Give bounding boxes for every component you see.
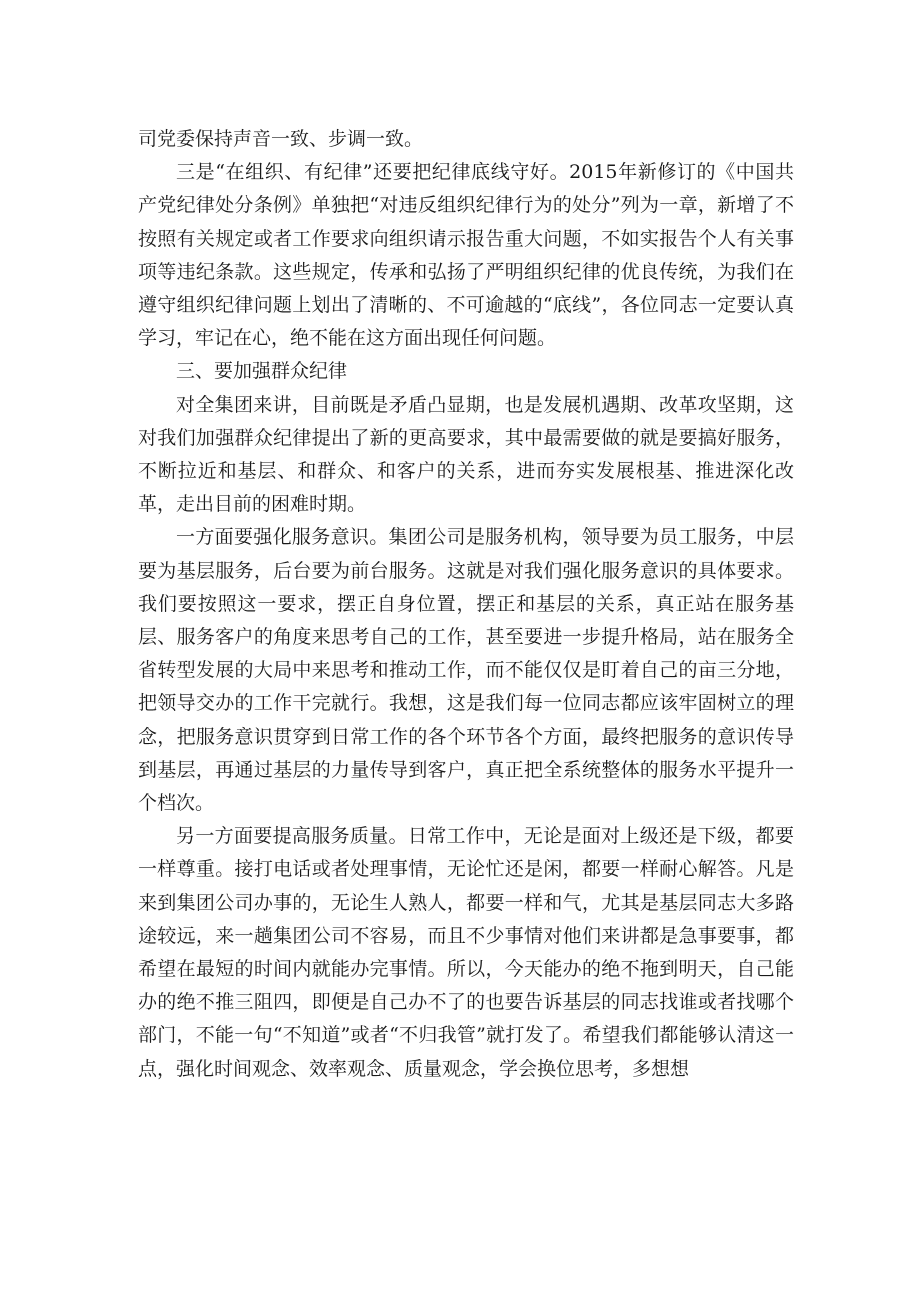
paragraph-discipline-baseline: 三是“在组织、有纪律”还要把纪律底线守好。2015年新修订的《中国共产党纪律处分条例》单独把“对违反组织纪律行为的处分”列为一章，新增了不按照有关规定或者工作要求向组织请示报告重大问题，不如实报告个人有关事项等违纪条款。这些规定，传承和弘扬了严明组织纪律的优良传统，为我们在遵守组织纪律问题上划出了清晰的、不可逾越的“底线”，各位同志一定要认真学习，牢记在心，绝不能在这方面出现任何问题。 — [138, 161, 794, 350]
paragraph-continuation: 司党委保持声音一致、步调一致。 — [138, 128, 424, 150]
document-body — [138, 123, 794, 1086]
paragraph-service-quality: 另一方面要提高服务质量。日常工作中，无论是面对上级还是下级，都要一样尊重。接打电话或者处理事情，无论忙还是闲，都要一样耐心解答。凡是来到集团公司办事的，无论生人熟人，都要一样和气，尤其是基层同志大多路途较远，来一趟集团公司不容易，而且不少事情对他们来讲都是急事要事，都希望在最短的时间内就能办完事情。所以，今天能办的绝不拖到明天，自己能办的绝不推三阻四，即便是自己办不了的也要告诉基层的同志找谁或者找哪个部门，不能一句“不知道”或者“不归我管”就打发了。希望我们都能够认清这一点，强化时间观念、效率观念、质量观念，学会换位思考，多想想 — [138, 825, 794, 1080]
paragraph-service-awareness: 一方面要强化服务意识。集团公司是服务机构，领导要为员工服务，中层要为基层服务，后台要为前台服务。这就是对我们强化服务意识的具体要求。我们要按照这一要求，摆正自身位置，摆正和基层的关系，真正站在服务基层、服务客户的角度来思考自己的工作，甚至要进一步提升格局，站在服务全省转型发展的大局中来思考和推动工作，而不能仅仅是盯着自己的亩三分地，把领导交办的工作干完就行。我想，这是我们每一位同志都应该牢固树立的理念，把服务意识贯穿到日常工作的各个环节各个方面，最终把服务的意识传导到基层，再通过基层的力量传导到客户，真正把全系统整体的服务水平提升一个档次。 — [138, 526, 794, 815]
paragraph-group-overview: 对全集团来讲，目前既是矛盾凸显期，也是发展机遇期、改革攻坚期，这对我们加强群众纪律提出了新的更高要求，其中最需要做的就是要搞好服务，不断拉近和基层、和群众、和客户的关系，进而夯实发展根基、推进深化改革，走出目前的困难时期。 — [138, 393, 794, 516]
section-heading-mass-discipline: 三、要加强群众纪律 — [176, 360, 348, 383]
